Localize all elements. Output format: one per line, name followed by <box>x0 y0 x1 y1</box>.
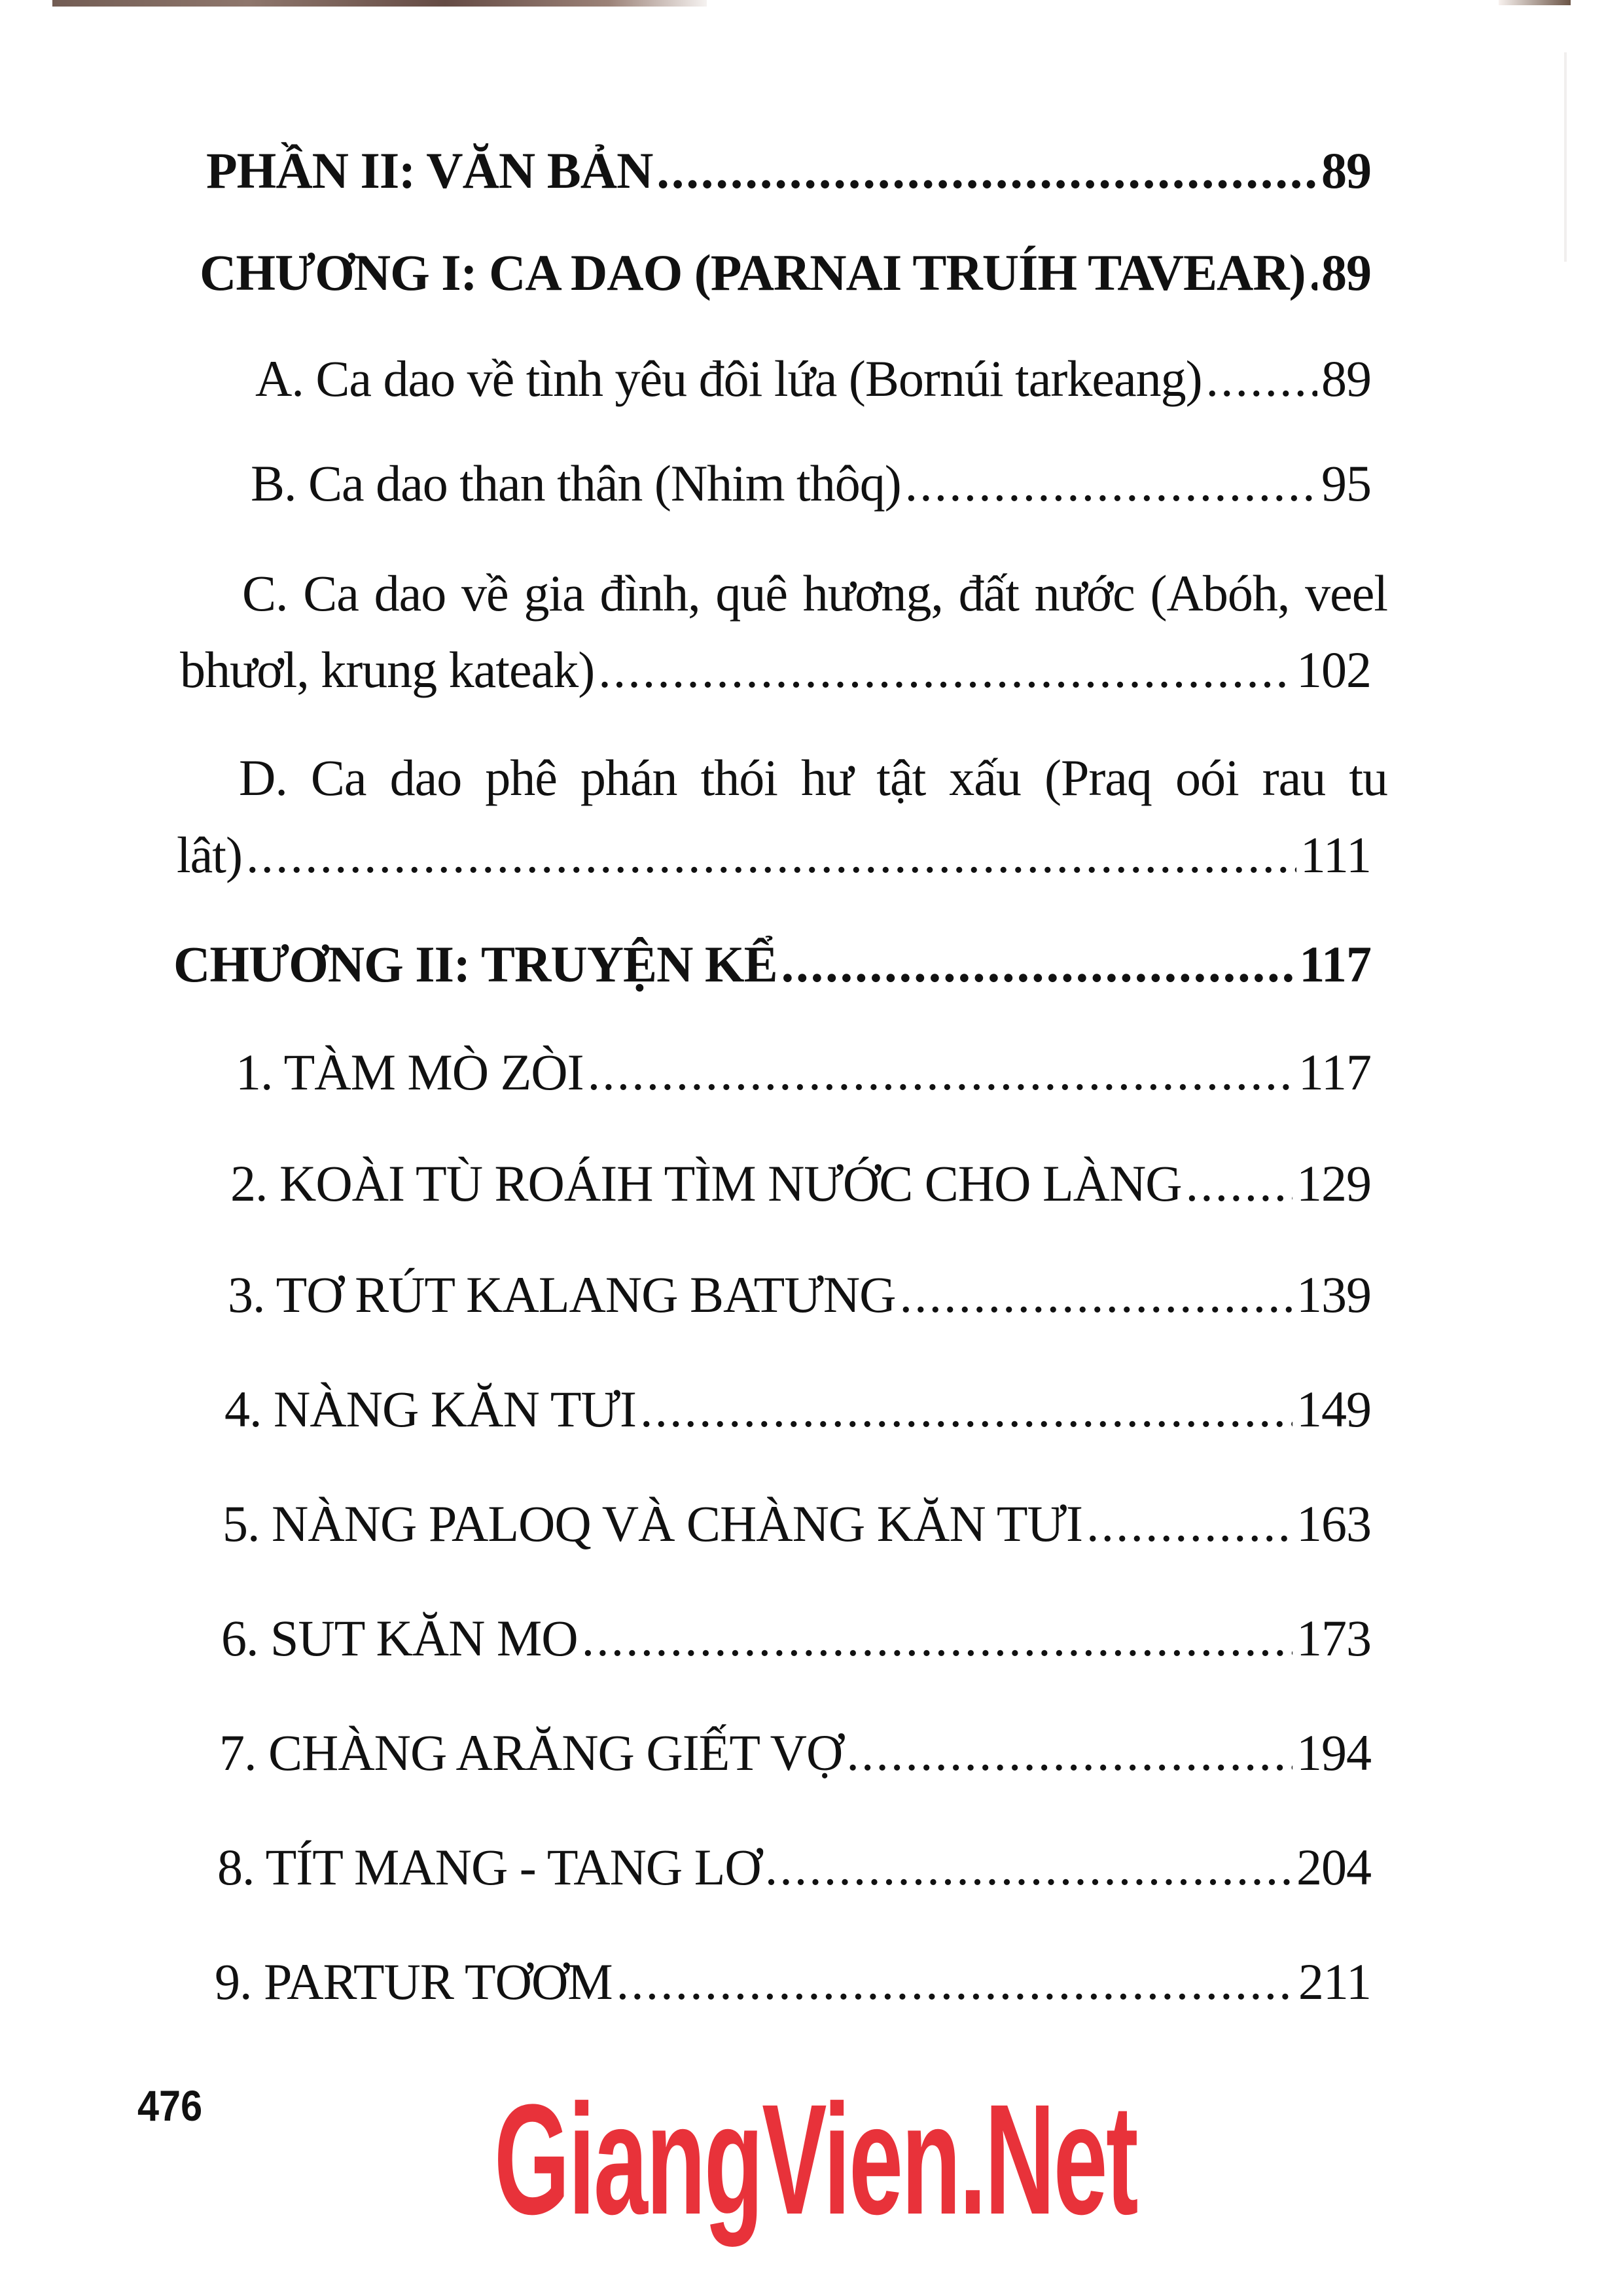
dot-leader <box>846 1727 1293 1778</box>
dot-leader <box>899 1269 1293 1320</box>
toc-page-number: 139 <box>1296 1266 1371 1323</box>
toc-page-number: 102 <box>1296 641 1371 698</box>
toc-page-number: 89 <box>1321 142 1371 199</box>
toc-page-number: 95 <box>1321 455 1371 512</box>
toc-label: 8. TÍT MANG - TANG LƠ <box>217 1839 761 1896</box>
toc-page-number: 211 <box>1298 1953 1371 2010</box>
toc-entry-line1: D. Ca dao phê phán thói hư tật xấu (Praq oói rau tu <box>239 749 1387 806</box>
toc-page-number: 163 <box>1296 1495 1371 1552</box>
toc-label: 7. CHÀNG ARĂNG GIẾT VỢ <box>219 1724 843 1781</box>
watermark-logo: GiangVien.Net <box>494 2072 1137 2247</box>
toc-part-heading <box>206 142 1371 199</box>
dot-leader <box>1310 247 1317 298</box>
toc-entry <box>219 1724 1371 1781</box>
toc-page-number: 89 <box>1321 350 1371 407</box>
dot-leader <box>1086 1498 1293 1549</box>
dot-leader <box>1206 353 1317 404</box>
toc-label: 5. NÀNG PALOQ VÀ CHÀNG KĂN TƯI <box>223 1495 1082 1552</box>
toc-label: 6. SUT KĂN MO <box>221 1610 578 1667</box>
toc-entry <box>230 1155 1371 1212</box>
toc-entry <box>255 350 1371 407</box>
toc-label: 3. TƠ RÚT KALANG BATƯNG <box>228 1266 896 1323</box>
dot-leader <box>656 145 1317 196</box>
toc-page-number: 117 <box>1298 1044 1371 1101</box>
toc-page-number: 117 <box>1299 936 1371 993</box>
toc-page-number: 204 <box>1296 1839 1371 1896</box>
scan-edge-artifact-top <box>52 0 707 7</box>
toc-label: CHƯƠNG II: TRUYỆN KỂ <box>173 936 777 993</box>
toc-page-number: 129 <box>1296 1155 1371 1212</box>
dot-leader <box>640 1384 1293 1435</box>
toc-label: CHƯƠNG I: CA DAO (PARNAI TRUÍH TAVEAR) <box>200 244 1306 301</box>
toc-page-number: 89 <box>1321 244 1371 301</box>
dot-leader <box>1186 1158 1293 1209</box>
toc-entry <box>217 1839 1371 1896</box>
toc-label: B. Ca dao than thân (Nhim thôq) <box>251 455 901 512</box>
toc-label: bhươl, krung kateak) <box>180 641 595 698</box>
dot-leader <box>905 458 1317 509</box>
dot-leader <box>246 830 1296 881</box>
toc-label: 2. KOÀI TÙ ROÁIH TÌM NƯỚC CHO LÀNG <box>230 1155 1182 1212</box>
toc-entry <box>221 1610 1371 1667</box>
toc-chapter-heading <box>173 936 1371 993</box>
page-number: 476 <box>137 2081 203 2130</box>
toc-entry <box>236 1044 1371 1101</box>
dot-leader <box>616 1956 1294 2007</box>
toc-entry-line1: C. Ca dao về gia đình, quê hương, đất nước (Abóh, veel <box>242 565 1387 622</box>
dot-leader <box>588 1047 1294 1098</box>
toc-label: A. Ca dao về tình yêu đôi lứa (Bornúi tarkeang) <box>255 350 1202 407</box>
toc-entry <box>223 1495 1371 1552</box>
toc-label: lât) <box>177 826 242 883</box>
toc-label: 4. NÀNG KĂN TƯI <box>224 1381 637 1438</box>
toc-page-number: 149 <box>1296 1381 1371 1438</box>
toc-label: 9. PARTUR TƠƠM <box>215 1953 613 2010</box>
toc-chapter-heading <box>200 244 1371 301</box>
toc-label: 1. TÀM MÒ ZÒI <box>236 1044 584 1101</box>
toc-entry <box>251 455 1371 512</box>
page-fold-shadow <box>1564 52 1567 262</box>
dot-leader <box>781 939 1296 990</box>
toc-entry <box>224 1381 1371 1438</box>
dot-leader <box>598 645 1293 696</box>
toc-page-number: 173 <box>1296 1610 1371 1667</box>
toc-entry <box>228 1266 1371 1323</box>
toc-entry <box>215 1953 1371 2010</box>
toc-entry <box>177 826 1371 883</box>
toc-label: PHẦN II: VĂN BẢN <box>206 142 653 199</box>
toc-page-number: 111 <box>1300 826 1371 883</box>
dot-leader <box>582 1613 1293 1664</box>
scan-edge-artifact-right <box>1499 0 1571 5</box>
toc-entry <box>180 641 1371 698</box>
dot-leader <box>765 1842 1293 1893</box>
toc-page-number: 194 <box>1296 1724 1371 1781</box>
